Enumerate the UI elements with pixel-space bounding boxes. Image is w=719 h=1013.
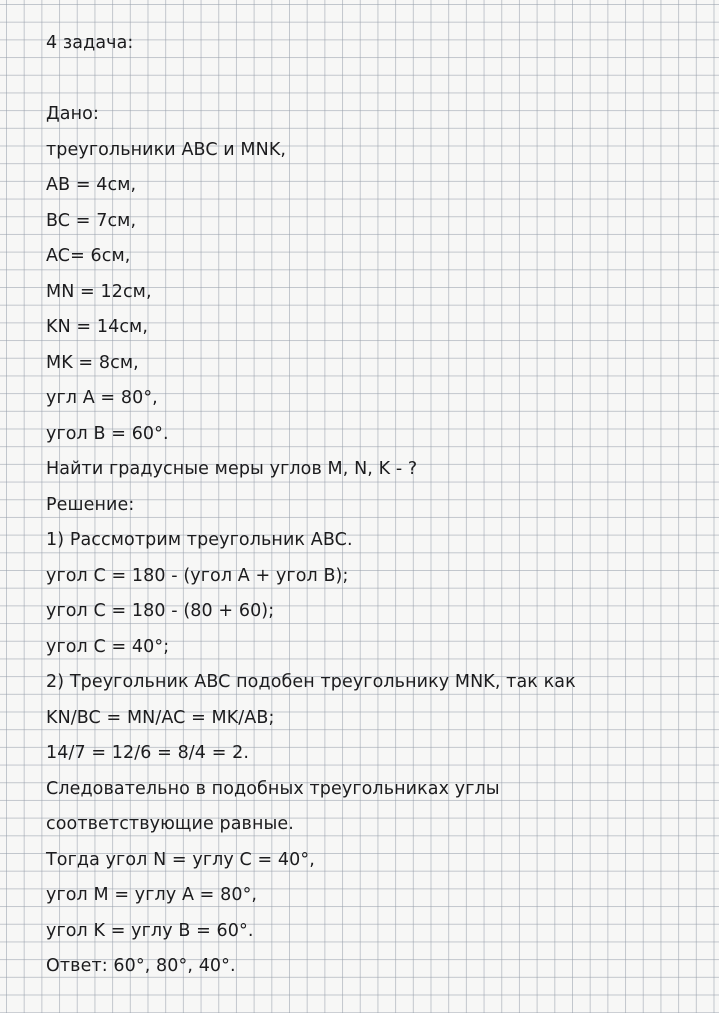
given-line: треугольники ABC и MNK, bbox=[46, 139, 287, 160]
solution-heading: Решение: bbox=[46, 494, 135, 515]
given-line: BC = 7см, bbox=[46, 210, 137, 231]
given-line: MN = 12см, bbox=[46, 281, 152, 302]
solution-line: 1) Рассмотрим треугольник ABC. bbox=[46, 530, 353, 550]
solution-line: угол C = 180 - (угол A + угол B); bbox=[46, 565, 349, 586]
given-heading: Дано: bbox=[46, 104, 99, 124]
find-line: Найти градусные меры углов M, N, K - ? bbox=[46, 459, 418, 479]
given-line: MK = 8см, bbox=[46, 352, 139, 373]
given-line: AB = 4см, bbox=[46, 175, 137, 195]
given-line: угол B = 60°. bbox=[46, 423, 169, 444]
solution-line: Следовательно в подобных треугольниках углы bbox=[46, 778, 500, 799]
solution-line: угол M = углу A = 80°, bbox=[46, 885, 258, 905]
solution-line: 14/7 = 12/6 = 8/4 = 2. bbox=[46, 743, 250, 763]
solution-line: KN/BC = MN/AC = MK/AB; bbox=[46, 707, 275, 728]
answer-line: Ответ: 60°, 80°, 40°. bbox=[46, 956, 236, 976]
blank-line bbox=[46, 62, 706, 98]
problem-title: 4 задача: bbox=[46, 33, 134, 53]
solution-line: Тогда угол N = углу C = 40°, bbox=[46, 849, 315, 870]
solution-line: угол K = углу B = 60°. bbox=[46, 920, 254, 941]
given-line: AC= 6см, bbox=[46, 246, 131, 266]
given-line: KN = 14см, bbox=[46, 317, 149, 337]
document-body bbox=[46, 26, 706, 985]
solution-line: угол C = 180 - (80 + 60); bbox=[46, 601, 275, 621]
solution-line: угол C = 40°; bbox=[46, 636, 170, 657]
solution-line: соответствующие равные. bbox=[46, 814, 294, 834]
given-line: угл A = 80°, bbox=[46, 388, 158, 408]
solution-line: 2) Треугольник ABC подобен треугольнику MNK, так как bbox=[46, 672, 576, 692]
